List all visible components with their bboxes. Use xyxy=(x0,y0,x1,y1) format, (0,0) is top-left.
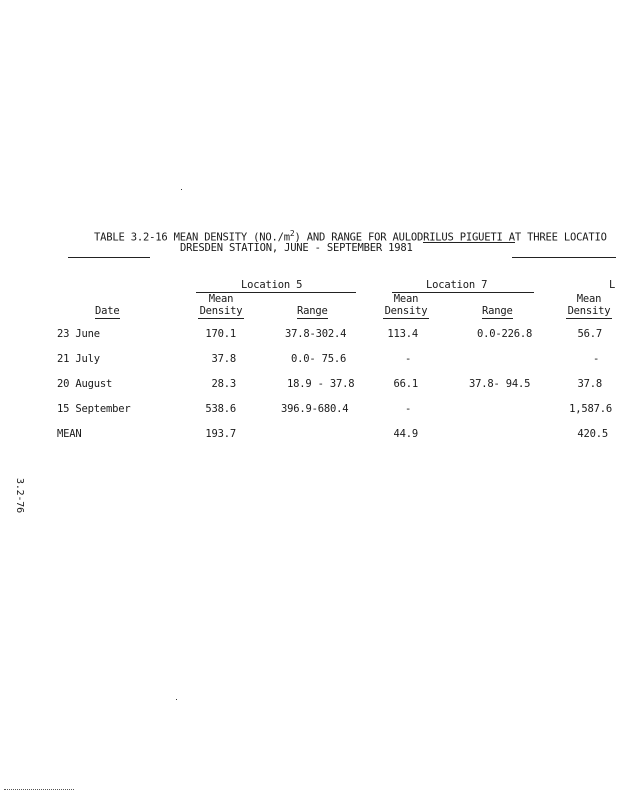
table-cell-mean-5: 28.3 xyxy=(211,378,236,390)
col-header-density-5-line2: Density xyxy=(199,305,243,317)
col-header-range-7: Range xyxy=(482,305,513,317)
col-header-density-L-line2: Density xyxy=(567,305,611,317)
scan-edge-mark xyxy=(4,789,74,790)
table-cell-mean-7: 66.1 xyxy=(393,378,418,390)
table-cell-range-7: 37.8- 94.5 xyxy=(469,378,531,390)
col-header-mean-L-line1: Mean xyxy=(576,293,602,305)
table-cell-range-7: 0.0-226.8 xyxy=(477,328,533,340)
table-cell-range-5: 0.0- 75.6 xyxy=(291,353,347,365)
table-cell-mean-7: 113.4 xyxy=(387,328,418,340)
col-header-mean-7-line1: Mean xyxy=(393,293,419,305)
title-rule-left xyxy=(68,257,150,258)
table-cell-range-5: 37.8-302.4 xyxy=(285,328,347,340)
col-header-mean-5-line1: Mean xyxy=(208,293,234,305)
table-cell-mean-L: 1,587.6 xyxy=(569,403,612,415)
table-cell-mean-5: 538.6 xyxy=(205,403,236,415)
table-cell-mean-L: - xyxy=(592,353,600,365)
table-title-line1: TABLE 3.2-16 MEAN DENSITY $(NO./m^2)$ AND RANGE FOR AULODRILUS PIGUETI AT THREE LOCATIO xyxy=(94,229,607,244)
scan-speck xyxy=(176,699,177,700)
species-underline xyxy=(423,242,515,243)
table-row-date: 15 September xyxy=(57,403,131,415)
table-cell-mean-7: - xyxy=(404,353,412,365)
table-title-line2: DRESDEN STATION, JUNE - SEPTEMBER 1981 xyxy=(180,242,413,254)
mean-row-label: MEAN xyxy=(57,428,82,440)
page-number: 3.2-76 xyxy=(14,478,25,513)
mean-row-mean-5: 193.7 xyxy=(205,428,236,440)
col-header-density-7-line2: Density xyxy=(384,305,428,317)
group-header-location-7: Location 7 xyxy=(426,279,488,291)
table-cell-mean-L: 56.7 xyxy=(577,328,602,340)
mean-row-mean-7: 44.9 xyxy=(393,428,418,440)
col-header-date: Date xyxy=(95,305,120,317)
table-cell-range-5: 18.9 - 37.8 xyxy=(287,378,355,390)
table-cell-mean-5: 37.8 xyxy=(211,353,236,365)
mean-row-mean-L: 420.5 xyxy=(577,428,608,440)
table-cell-mean-7: - xyxy=(404,403,412,415)
col-header-range-5: Range xyxy=(297,305,328,317)
group-header-location-L: L xyxy=(609,279,616,291)
table-cell-range-5: 396.9-680.4 xyxy=(281,403,349,415)
table-row-date: 21 July xyxy=(57,353,100,365)
table-cell-mean-L: 37.8 xyxy=(577,378,602,390)
table-cell-mean-5: 170.1 xyxy=(205,328,236,340)
scan-speck xyxy=(181,189,182,190)
title-rule-right xyxy=(512,257,616,258)
table-row-date: 20 August xyxy=(57,378,113,390)
group-header-location-5: Location 5 xyxy=(241,279,303,291)
table-row-date: 23 June xyxy=(57,328,100,340)
